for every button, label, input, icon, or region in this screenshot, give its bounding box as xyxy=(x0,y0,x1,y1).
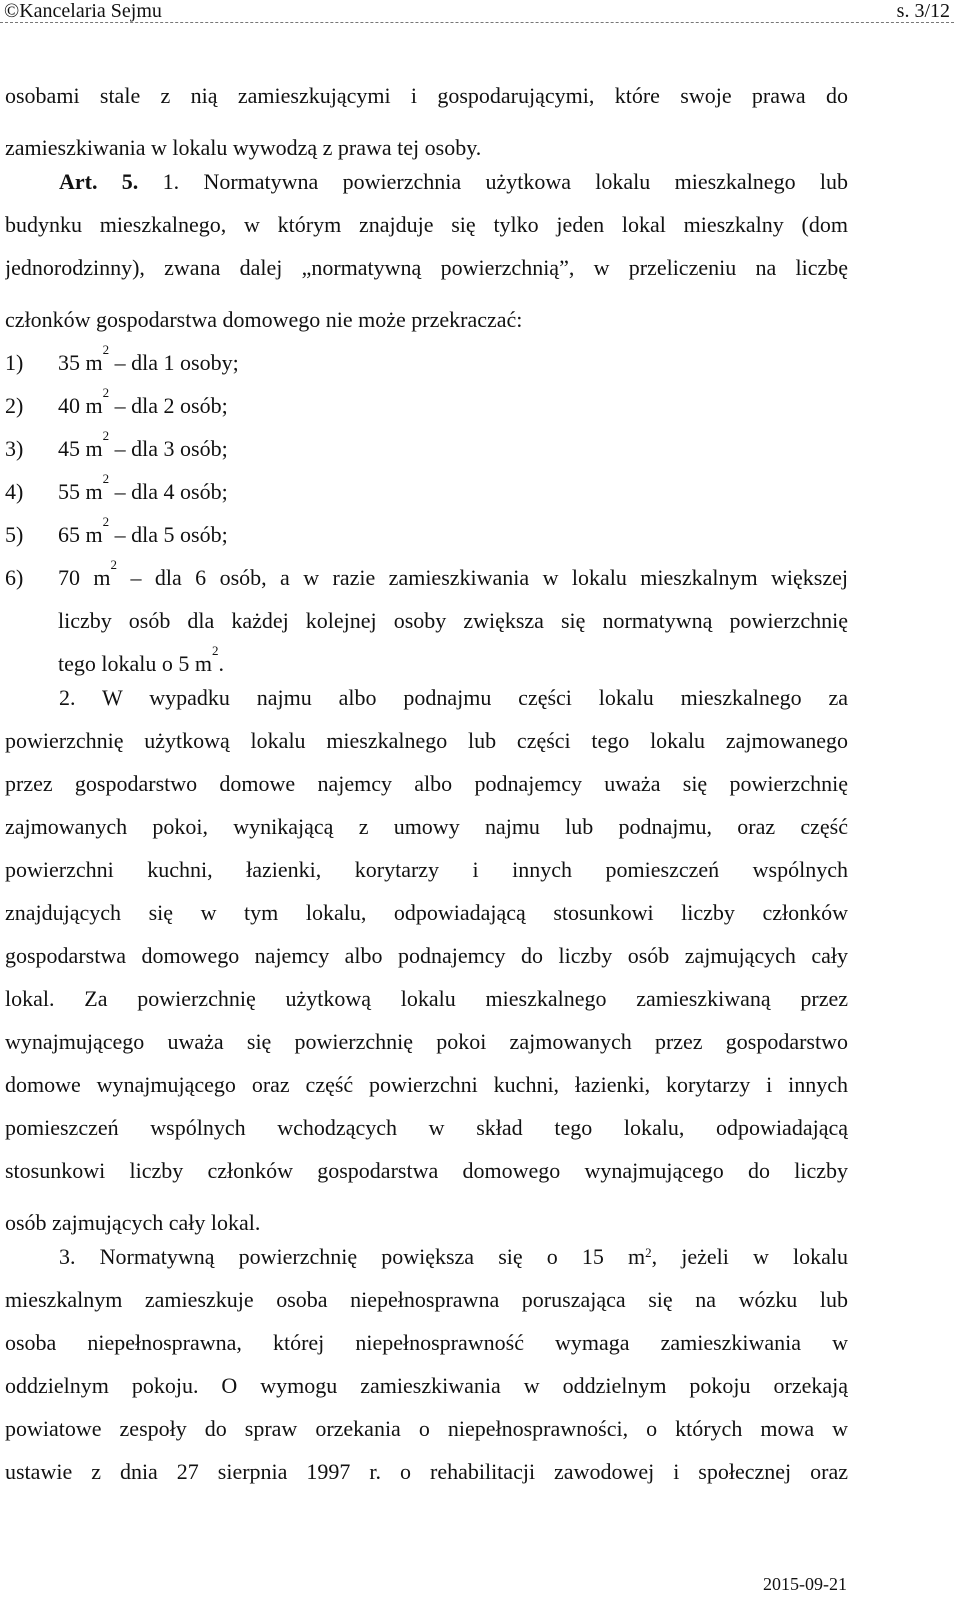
p2-line: powierzchni kuchni, łazienki, korytarzy i innych pomieszczeń wspólnych xyxy=(5,857,848,882)
p2-line: domowe wynajmującego oraz część powierzchni kuchni, łazienki, korytarzy i innych xyxy=(5,1072,848,1097)
list-number: 1) xyxy=(5,350,24,375)
p3-line: powiatowe zespoły do spraw orzekania o niepełnosprawności, o których mowa w xyxy=(5,1416,848,1441)
p2-line: stosunkowi liczby członków gospodarstwa domowego wynajmującego do liczby xyxy=(5,1158,848,1183)
list-text: 40 $m^2$ – dla 2 osób; xyxy=(58,385,228,418)
list-text: 45 $m^2$ – dla 3 osób; xyxy=(58,428,228,461)
p2-line: pomieszczeń wspólnych wchodzących w skład tego lokalu, odpowiadającą xyxy=(5,1115,848,1140)
list-number: 2) xyxy=(5,393,24,418)
p2-line: powierzchnię użytkową lokalu mieszkalnego lub części tego lokalu zajmowanego xyxy=(5,728,848,753)
art5-p1-line3: jednorodzinny), zwana dalej „normatywną powierzchnią”, w przeliczeniu na liczbę xyxy=(5,255,848,280)
p2-line: zajmowanych pokoi, wynikającą z umowy najmu lub podnajmu, oraz część xyxy=(5,814,848,839)
p2-line: przez gospodarstwo domowe najemcy albo podnajemcy uważa się powierzchnię xyxy=(5,771,848,796)
p3-line: ustawie z dnia 27 sierpnia 1997 r. o rehabilitacji zawodowej i społecznej oraz xyxy=(5,1459,848,1484)
item6-line2: liczby osób dla każdej kolejnej osoby zwiększa się normatywną powierzchnię xyxy=(58,608,848,633)
art5-p1-lead: 1. Normatywna powierzchnia użytkowa lokalu mieszkalnego lub xyxy=(162,169,848,194)
art5-first-line xyxy=(5,169,848,212)
p3-line: mieszkalnym zamieszkuje osoba niepełnosprawna poruszająca się na wózku lub xyxy=(5,1287,848,1312)
list-text: 65 $m^2$ – dla 5 osób; xyxy=(58,514,228,547)
p2-last-line: osób zajmujących cały lokal. xyxy=(5,1210,261,1235)
list-number: 6) xyxy=(5,565,24,590)
list-text: 35 $m^2$ – dla 1 osoby; xyxy=(58,342,239,375)
article-label: Art. 5. xyxy=(59,169,139,194)
list-item xyxy=(5,341,848,384)
footer-date: 2015-09-21 xyxy=(763,1574,847,1594)
list-item xyxy=(5,427,848,470)
item6-line1: 70 $m^2$ – dla 6 osób, a w razie zamieszkiwania w lokalu mieszkalnym większej xyxy=(58,557,848,590)
list-number: 4) xyxy=(5,479,24,504)
p3-line: oddzielnym pokoju. O wymogu zamieszkiwania w oddzielnym pokoju orzekają xyxy=(5,1373,848,1398)
list-text: 55 $m^2$ – dla 4 osób; xyxy=(58,471,228,504)
item6-line3: tego lokalu o 5 $m^2$. xyxy=(58,643,224,676)
page-header xyxy=(0,0,960,30)
art5-p1-line4: członków gospodarstwa domowego nie może przekraczać: xyxy=(5,307,523,332)
p2-line: lokal. Za powierzchnię użytkową lokalu mieszkalnego zamieszkiwaną przez xyxy=(5,986,848,1011)
copyright-label: ©Kancelaria Sejmu xyxy=(4,0,162,22)
list-number: 3) xyxy=(5,436,24,461)
p2-line: 2. W wypadku najmu albo podnajmu części lokalu mieszkalnego za xyxy=(59,685,848,710)
art5-p1-line2: budynku mieszkalnego, w którym znajduje się tylko jeden lokal mieszkalny (dom xyxy=(5,212,848,237)
page-number: s. 3/12 xyxy=(896,0,950,22)
list-item-6 xyxy=(5,556,848,685)
intro-line-1: osobami stale z nią zamieszkującymi i gospodarującymi, które swoje prawa do xyxy=(5,83,848,108)
list-text xyxy=(58,556,848,685)
p2-line: gospodarstwa domowego najemcy albo podnajemcy do liczby osób zajmujących cały xyxy=(5,943,848,968)
header-divider xyxy=(0,22,954,23)
list-item xyxy=(5,513,848,556)
p3-line: osoba niepełnosprawna, której niepełnosprawność wymaga zamieszkiwania w xyxy=(5,1330,848,1355)
list-item xyxy=(5,470,848,513)
p3-first-line: 3. Normatywną powierzchnię powiększa się o 15 $m^2$, jeżeli w lokalu xyxy=(59,1244,848,1269)
p2-line: wynajmującego uważa się powierzchnię pokoi zajmowanych przez gospodarstwo xyxy=(5,1029,848,1054)
list-number: 5) xyxy=(5,522,24,547)
document-body xyxy=(5,83,848,1502)
list-item xyxy=(5,384,848,427)
p2-line: znajdujących się w tym lokalu, odpowiadającą stosunkowi liczby członków xyxy=(5,900,848,925)
intro-line-2: zamieszkiwania w lokalu wywodzą z prawa tej osoby. xyxy=(5,135,482,160)
